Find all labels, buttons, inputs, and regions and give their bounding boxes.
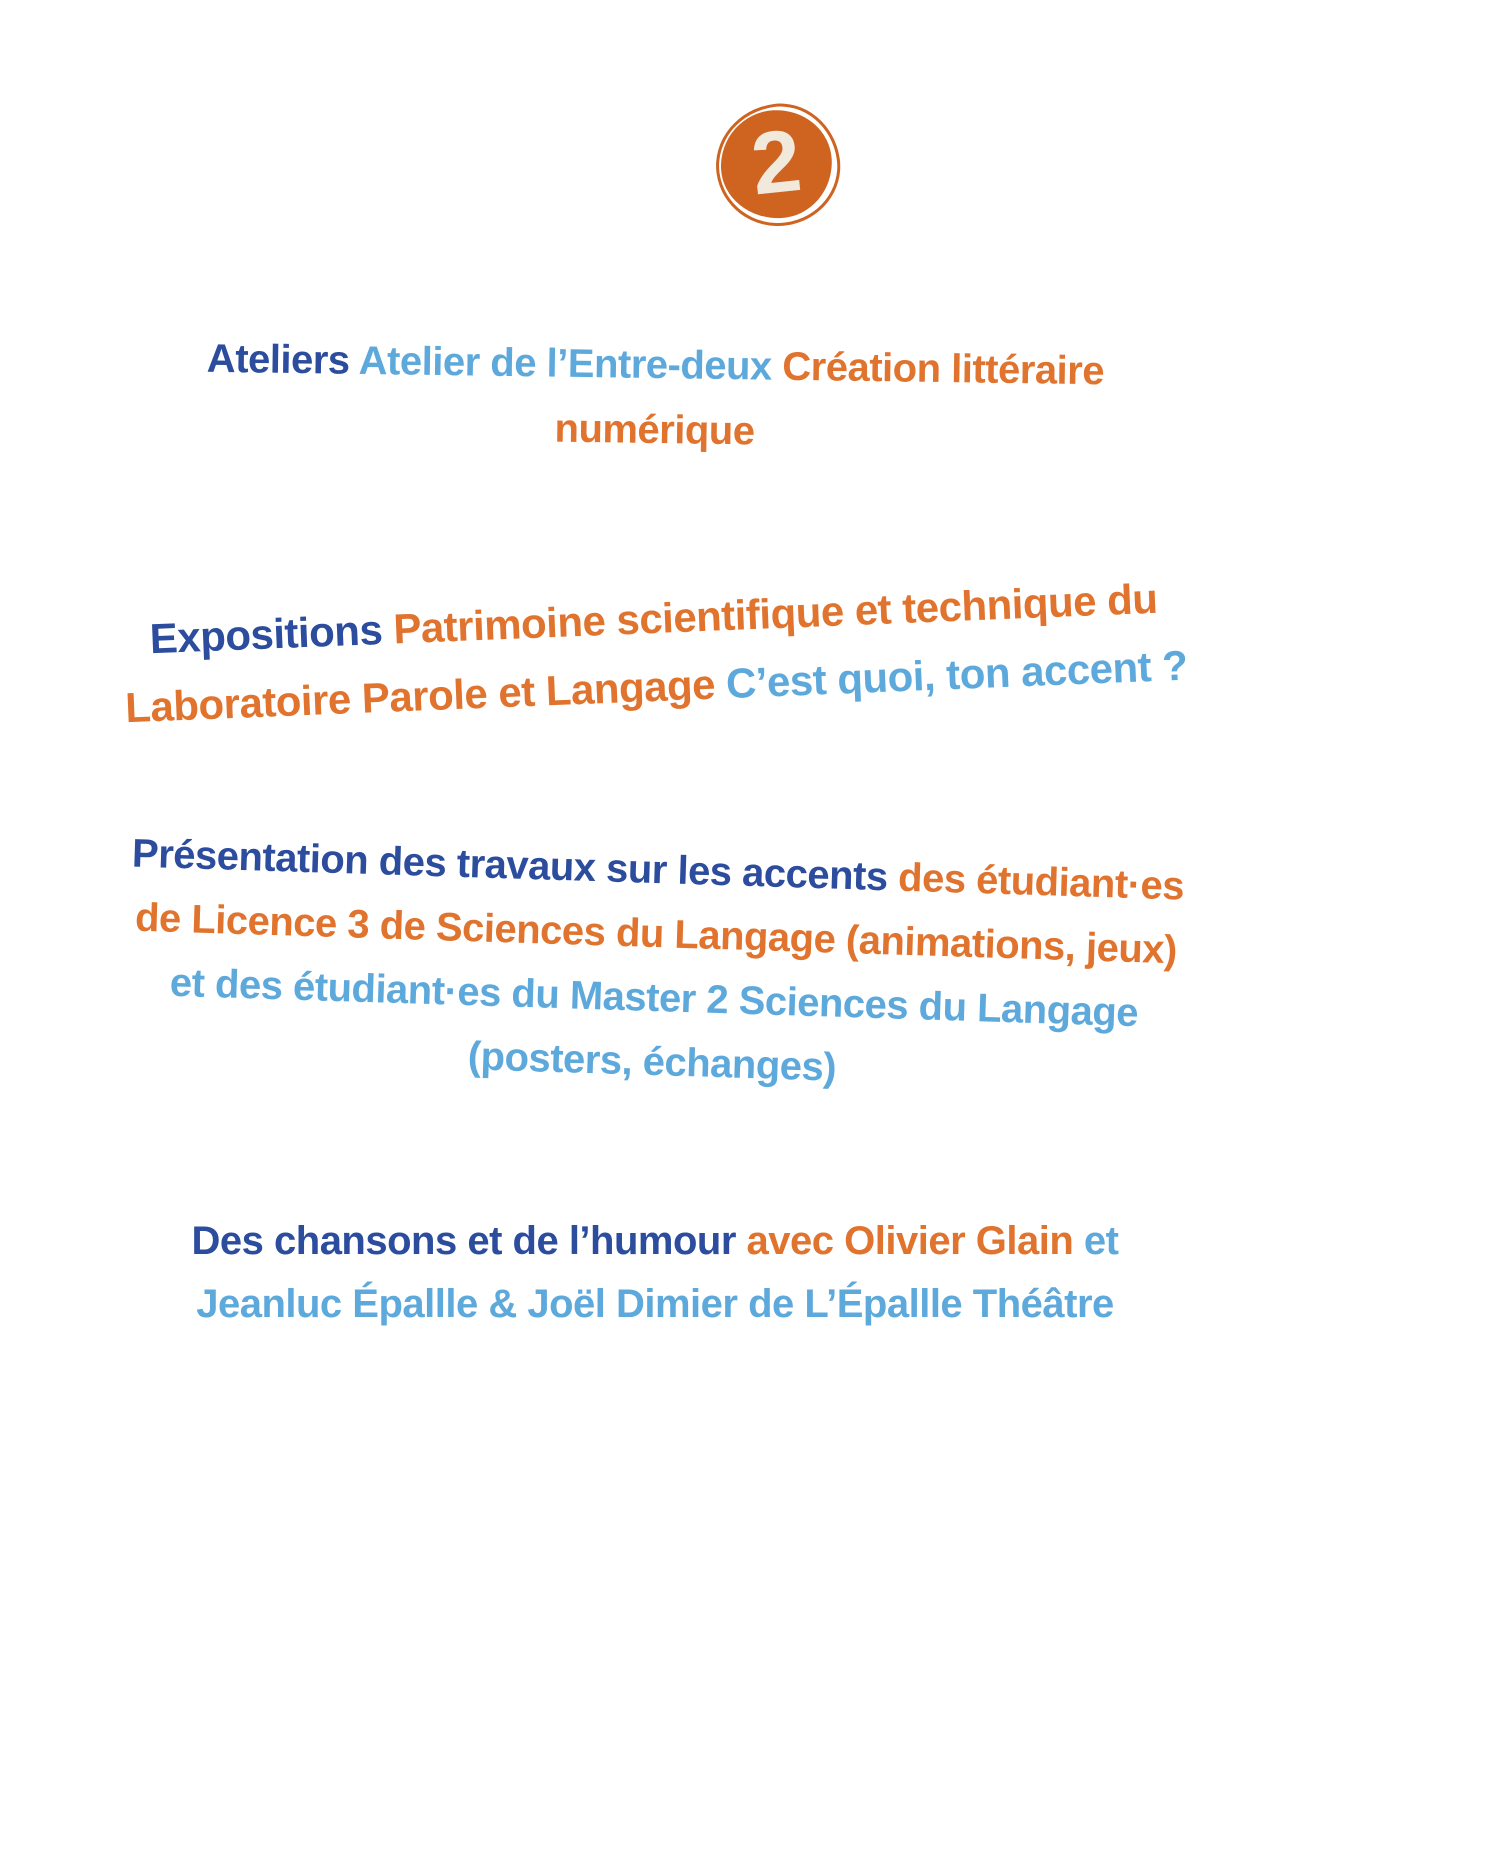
text-segment-dark_blue: Expositions: [148, 605, 395, 663]
badge-circle: [718, 107, 835, 221]
text-segment-dark_blue: Présentation des travaux sur les accents: [131, 831, 899, 900]
text-segment-orange: des étudiant·es: [897, 855, 1185, 909]
text-line: [40, 1273, 1270, 1336]
text-segment-light_blue: Atelier de l’Entre-deux: [358, 338, 783, 389]
text-segment-orange: Création littéraire: [782, 344, 1105, 394]
paragraph-presentation-travaux: [36, 819, 1273, 1114]
text-line: [40, 1210, 1270, 1273]
page-number: 2: [746, 109, 806, 214]
text-segment-light_blue: et: [1083, 1219, 1119, 1263]
text-segment-light_blue: et des étudiant·es du Master 2 Sciences du Langage: [169, 960, 1139, 1036]
page-number-badge: [708, 96, 848, 234]
text-segment-orange: avec Olivier Glain: [746, 1219, 1084, 1263]
text-segment-dark_blue: Des chansons et de l’humour: [191, 1219, 747, 1263]
text-segment-dark_blue: Ateliers: [206, 336, 360, 383]
text-segment-orange: Laboratoire Parole et Langage: [124, 660, 727, 732]
text-segment-light_blue: Jeanluc Épallle & Joël Dimier de L’Épallle Théâtre: [196, 1282, 1114, 1326]
text-segment-light_blue: C’est quoi, ton accent ?: [725, 641, 1189, 708]
text-segment-orange: de Licence 3 de Sciences du Langage (animations, jeux): [134, 895, 1178, 973]
text-segment-orange: numérique: [554, 406, 755, 454]
paragraph-chansons-humour: [40, 1210, 1270, 1336]
text-segment-light_blue: (posters, échanges): [467, 1034, 837, 1090]
text-segment-orange: Patrimoine scientifique et technique du: [392, 574, 1159, 653]
paragraph-ateliers: [39, 324, 1271, 471]
paragraph-expositions: [38, 560, 1272, 745]
